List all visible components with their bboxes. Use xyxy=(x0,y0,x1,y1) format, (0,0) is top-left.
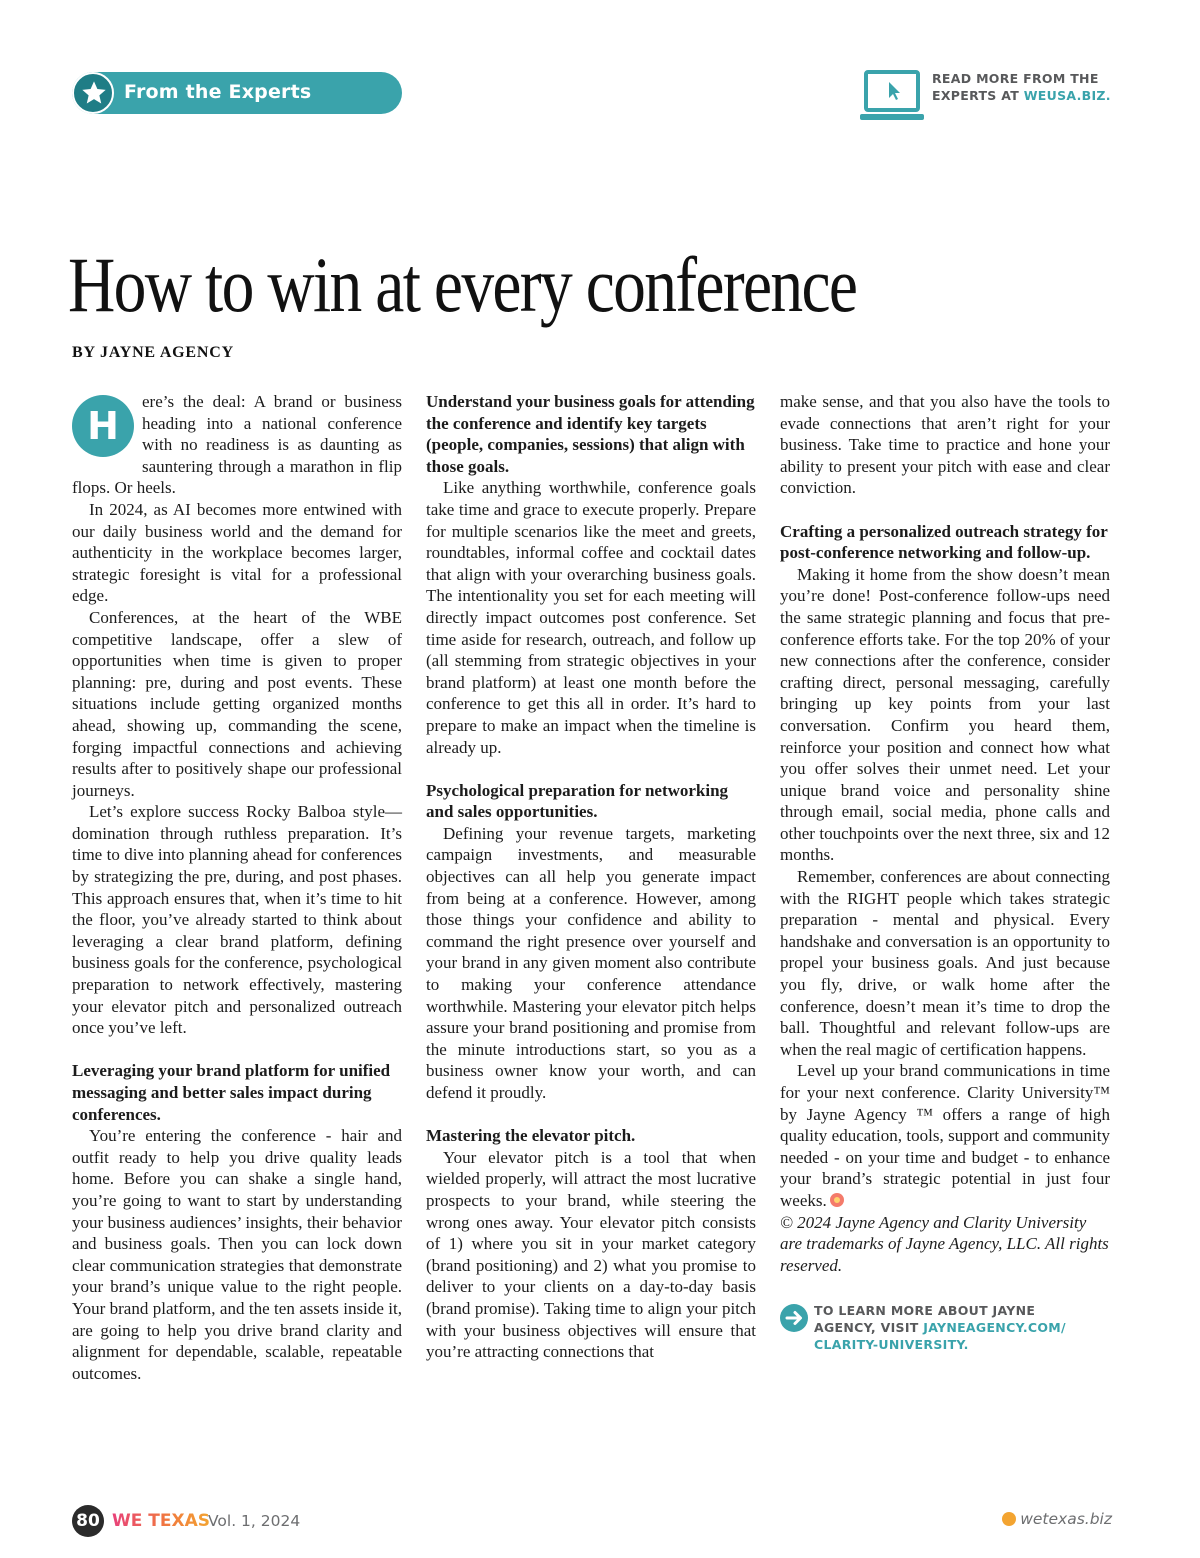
arrow-right-circle-icon xyxy=(780,1304,808,1332)
learn-more-prefix: AGENCY, VISIT xyxy=(814,1320,924,1336)
paragraph: You’re entering the conference - hair and outfit ready to help you drive quality leads home. Before you can shake a single hand, you’re going to want to start by understanding your business audiences’ insights, their behavior and business goals. Then you can lock down clear communication strategies that demonstrate your brand’s unique value to the right people. Your brand platform, and the ten assets inside it, are going to help you drive brand clarity and alignment for dependable, scalable, repeatable outcomes. xyxy=(72,1126,402,1383)
paragraph: ere’s the deal: A brand or business heading into a national conference with no readiness is as daunting as sauntering through a marathon in flip flops. Or heels. xyxy=(72,392,402,498)
copyright-notice: © 2024 Jayne Agency and Clarity University are trademarks of Jayne Agency, LLC. All rights reserved. xyxy=(780,1212,1109,1275)
page-number: 80 xyxy=(72,1505,104,1537)
star-icon xyxy=(72,72,114,114)
column-1 xyxy=(72,391,402,1384)
column-3 xyxy=(780,391,1110,1356)
paragraph: Defining your revenue targets, marketing campaign investments, and measurable objectives can all help you generate impact from being at a conference. However, among those things your confidence and ability to command the right presence over yourself and your brand in any given moment also contribute to making your conference attendance worthwhile. Mastering your elevator pitch helps assure your brand positioning and promise from the minute introductions start, so you as a business owner know your worth, and can defend it proudly. xyxy=(426,823,756,1102)
section-heading: Psychological preparation for networking and sales opportunities. xyxy=(426,780,729,822)
paragraph: Making it home from the show doesn’t mean you’re done! Post-conference follow-ups need the same strategic planning and focus that pre-conference efforts take. For the top 20% of your new connections after the conference, consider crafting direct, personal messaging, carefully bringing up key points from your last conversation. Confirm you heard them, reinforce your position and connect how what you offer solves their unmet need. Let your unique brand voice and personality shine through email, social media, phone calls and other touchpoints over the next three, six and 12 months. xyxy=(780,564,1110,865)
magazine-name: WE TEXAS xyxy=(112,1511,210,1531)
read-more-line1: READ MORE FROM THE xyxy=(932,71,1099,86)
paragraph: Conferences, at the heart of the WBE competitive landscape, offer a slew of opportunities when time is given to proper planning: pre, during and post events. These situations include getting organized months ahead, showing up, commanding the scene, forging impactful connections and achieving results after to positively shape our professional journeys. xyxy=(72,607,402,800)
globe-icon xyxy=(1002,1512,1016,1526)
section-label: From the Experts xyxy=(124,81,312,103)
closing-text: Level up your brand communications in time for your next conference. Clarity University™ by Jayne Agency ™ offers a range of high quality education, tools, support and community needed - on your time and budget - to enhance your brand’s strategic potential in just four weeks. xyxy=(780,1061,1110,1210)
article-title: How to win at every conference xyxy=(68,241,857,328)
weusa-link[interactable]: WEUSA.BIZ. xyxy=(1023,88,1111,103)
learn-more-text xyxy=(814,1302,1066,1353)
dropcap: H xyxy=(72,395,134,457)
learn-more-line1: TO LEARN MORE ABOUT JAYNE xyxy=(814,1303,1036,1319)
section-heading: Understand your business goals for attending the conference and identify key targets (people, companies, sessions) that align with those goals. xyxy=(426,392,755,476)
section-heading: Leveraging your brand platform for unified messaging and better sales impact during conferences. xyxy=(72,1061,391,1124)
footer-website xyxy=(1002,1510,1112,1528)
paragraph: Let’s explore success Rocky Balboa style—domination through ruthless preparation. It’s time to dive into planning ahead for conferences by strategizing the pre, during, and post phases. This approach ensures that, when it’s time to hit the floor, you’ve already started to think about leveraging a clear brand platform, defining business goals for the conference, psychological preparation to network effectively, mastering your elevator pitch and personalized outreach once you’ve left. xyxy=(72,802,402,1038)
paragraph: Your elevator pitch is a tool that when wielded properly, will attract the most lucrative prospects to your brand, while steering the wrong ones away. Your elevator pitch consists of 1) where you sit in your market category (brand positioning) and 2) what you promise to deliver to your clients on a day-to-day basis (brand promise). Taking time to align your pitch with your business objectives will ensure that you’re attracting connections that xyxy=(426,1147,756,1362)
read-more-text xyxy=(932,70,1111,104)
paragraph xyxy=(780,1060,1110,1211)
learn-more-callout xyxy=(780,1302,1110,1356)
laptop-icon xyxy=(860,68,924,124)
byline: BY JAYNE AGENCY xyxy=(72,344,234,361)
website-link[interactable]: wetexas.biz xyxy=(1020,1510,1112,1528)
section-heading: Mastering the elevator pitch. xyxy=(426,1126,636,1146)
issue-label: Vol. 1, 2024 xyxy=(208,1512,301,1530)
paragraph: make sense, and that you also have the tools to evade connections that aren’t right for your business. Take time to practice and hone your ability to present your pitch with ease and clear conviction. xyxy=(780,392,1110,498)
paragraph: Remember, conferences are about connecting with the RIGHT people which takes strategic preparation - mental and physical. Every handshake and conversation is an opportunity to propel your business goals. And just because you fly, drive, or walk home after the conference, doesn’t mean it’s time to drop the ball. Thoughtful and relevant follow-ups are when the real magic of certification happens. xyxy=(780,867,1110,1059)
paragraph: In 2024, as AI becomes more entwined with our daily business world and the demand for authenticity in the workplace becomes larger, strategic foresight is vital for a professional edge. xyxy=(72,499,402,606)
we-end-mark-icon xyxy=(830,1193,844,1207)
read-more-prefix: EXPERTS AT xyxy=(932,88,1024,103)
read-more-callout xyxy=(860,68,1130,128)
section-heading: Crafting a personalized outreach strategy for post-conference networking and follow-up. xyxy=(780,521,1108,563)
paragraph: Like anything worthwhile, conference goals take time and grace to execute properly. Prepare for multiple scenarios like the meet and greets, roundtables, informal coffee and cocktail dates that align with your overarching business goals. The intentionality you set for each meeting will directly impact outcomes post conference. Set time aside for research, outreach, and follow up (all stemming from strategic objectives in your brand platform) at least one month before the conference to get this all in order. It’s hard to prepare to make an impact when the timeline is already up. xyxy=(426,478,756,757)
section-tag xyxy=(72,72,402,114)
column-2 xyxy=(426,391,756,1363)
clarity-university-link[interactable]: CLARITY-UNIVERSITY. xyxy=(814,1337,969,1353)
jayneagency-link[interactable]: JAYNEAGENCY.COM/ xyxy=(923,1320,1066,1336)
